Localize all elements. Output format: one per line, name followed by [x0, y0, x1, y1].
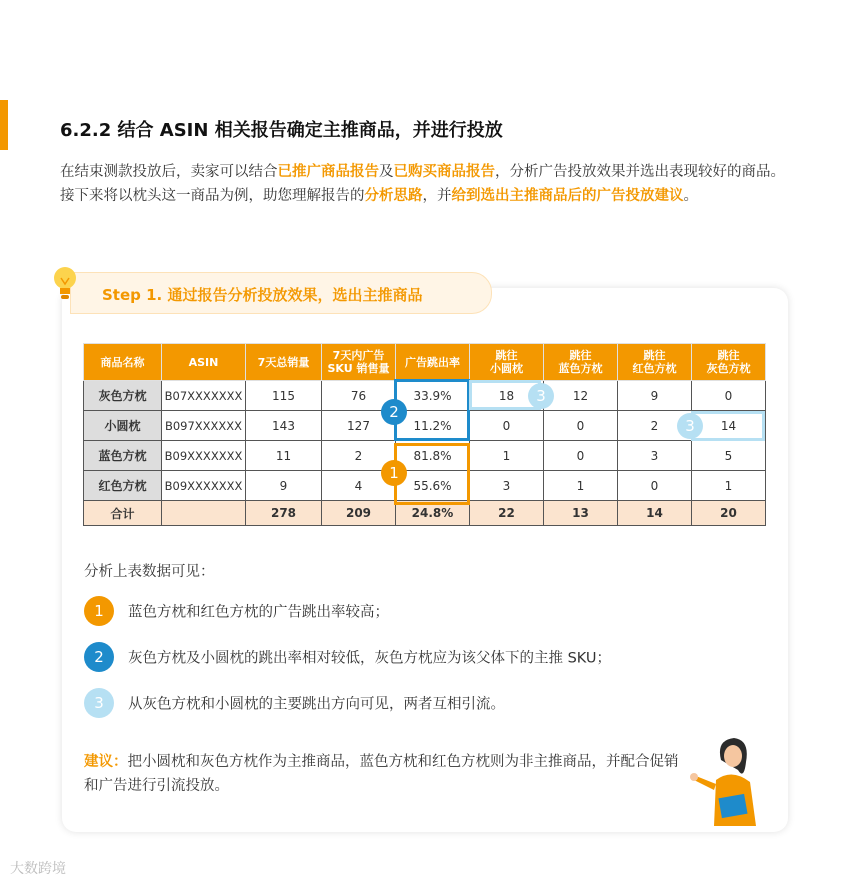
badge-1: 1 [381, 460, 407, 486]
table-cell: 55.6% [396, 471, 470, 501]
table-header-row [84, 344, 766, 381]
column-header: 广告跳出率 [396, 344, 470, 381]
badge-2: 2 [381, 399, 407, 425]
total-cell: 14 [618, 501, 692, 526]
analysis-point-2 [84, 642, 611, 672]
table-cell: 14 [692, 411, 766, 441]
analysis-title: 分析上表数据可见： [84, 564, 215, 580]
analysis-point-text: 蓝色方枕和红色方枕的广告跳出率较高； [128, 604, 389, 621]
table-cell: 3 [470, 471, 544, 501]
analysis-point-text: 从灰色方枕和小圆枕的主要跳出方向可见，两者互相引流。 [128, 696, 505, 713]
table-cell: 1 [470, 441, 544, 471]
intro-text: ，并 [422, 188, 452, 204]
table-cell: 0 [618, 471, 692, 501]
table-cell: 1 [692, 471, 766, 501]
table-cell: 0 [470, 411, 544, 441]
table-cell: 11.2% [396, 411, 470, 441]
table-cell: 115 [246, 381, 322, 411]
table-cell: 0 [544, 411, 618, 441]
total-cell: 24.8% [396, 501, 470, 526]
badge-3: 3 [84, 688, 114, 718]
advice-tag: 建议： [84, 754, 128, 770]
table-cell: B09XXXXXXX [162, 471, 246, 501]
presenter-illustration [686, 730, 776, 830]
badge-3: 3 [677, 413, 703, 439]
total-cell: 20 [692, 501, 766, 526]
table-cell: 12 [544, 381, 618, 411]
intro-text: 及 [379, 164, 394, 180]
table-cell: 143 [246, 411, 322, 441]
product-name-cell: 小圆枕 [84, 411, 162, 441]
column-header: 跳往 蓝色方枕 [544, 344, 618, 381]
advice-paragraph [84, 750, 684, 798]
step-label: Step 1. 通过报告分析投放效果，选出主推商品 [102, 286, 423, 304]
column-header: 跳往 小圆枕 [470, 344, 544, 381]
total-cell: 22 [470, 501, 544, 526]
highlight-analysis: 分析思路 [364, 188, 423, 204]
table-cell: B097XXXXXX [162, 411, 246, 441]
badge-3: 3 [528, 383, 554, 409]
table-cell: 11 [246, 441, 322, 471]
total-cell [162, 501, 246, 526]
table-cell: 5 [692, 441, 766, 471]
intro-text: 。 [683, 188, 698, 204]
column-header: 跳往 红色方枕 [618, 344, 692, 381]
product-name-cell: 红色方枕 [84, 471, 162, 501]
highlight-purchased-report: 已购买商品报告 [393, 164, 495, 180]
total-cell: 209 [322, 501, 396, 526]
intro-paragraph [60, 160, 800, 208]
total-cell: 13 [544, 501, 618, 526]
watermark: 大数跨境 [10, 861, 66, 877]
column-header: 7天总销量 [246, 344, 322, 381]
intro-text: ，分析广告投放效果并选出表现较好的商品。 [495, 164, 785, 180]
table-cell: 81.8% [396, 441, 470, 471]
table-cell: 2 [618, 411, 692, 441]
total-cell: 278 [246, 501, 322, 526]
intro-text: 接下来将以枕头这一商品为例，助您理解报告的 [60, 188, 365, 204]
badge-1: 1 [84, 596, 114, 626]
table-cell: B07XXXXXXX [162, 381, 246, 411]
table-cell: 0 [544, 441, 618, 471]
column-header: ASIN [162, 344, 246, 381]
advice-text: 把小圆枕和灰色方枕作为主推商品，蓝色方枕和红色方枕则为非主推商品，并配合促销和广告进行引流投放。 [84, 754, 679, 794]
table-cell: B09XXXXXXX [162, 441, 246, 471]
column-header: 7天内广告 SKU 销售量 [322, 344, 396, 381]
table-cell: 3 [618, 441, 692, 471]
total-cell: 合计 [84, 501, 162, 526]
analysis-point-1 [84, 596, 389, 626]
intro-text: 在结束测款投放后，卖家可以结合 [60, 164, 278, 180]
analysis-point-3 [84, 688, 505, 718]
section-title: 6.2.2 结合 ASIN 相关报告确定主推商品，并进行投放 [60, 120, 503, 141]
analysis-point-text: 灰色方枕及小圆枕的跳出率相对较低，灰色方枕应为该父体下的主推 SKU； [128, 650, 612, 667]
accent-bar [0, 100, 8, 150]
table-cell: 4 [322, 471, 396, 501]
table-cell: 9 [246, 471, 322, 501]
column-header: 跳往 灰色方枕 [692, 344, 766, 381]
product-name-cell: 灰色方枕 [84, 381, 162, 411]
lightbulb-icon [52, 266, 78, 302]
highlight-promoted-report: 已推广商品报告 [277, 164, 379, 180]
table-cell: 2 [322, 441, 396, 471]
table-cell: 0 [692, 381, 766, 411]
highlight-advice: 给到选出主推商品后的广告投放建议 [451, 188, 684, 204]
table-cell: 18 [470, 381, 544, 411]
table-cell: 9 [618, 381, 692, 411]
table-cell: 33.9% [396, 381, 470, 411]
product-name-cell: 蓝色方枕 [84, 441, 162, 471]
table-cell: 127 [322, 411, 396, 441]
column-header: 商品名称 [84, 344, 162, 381]
table-cell: 1 [544, 471, 618, 501]
badge-2: 2 [84, 642, 114, 672]
table-cell: 76 [322, 381, 396, 411]
